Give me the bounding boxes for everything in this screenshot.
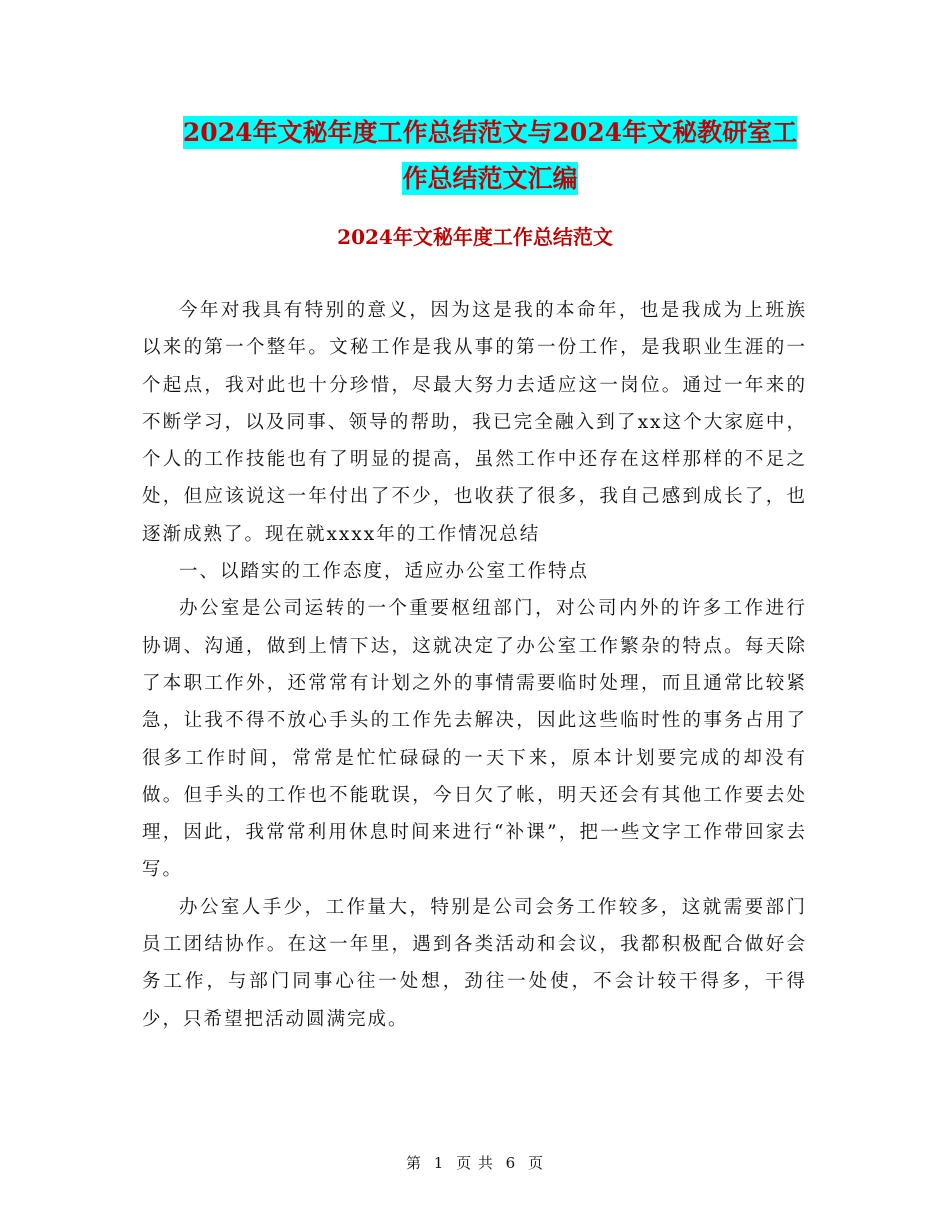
footer-prefix: 第 <box>405 1154 422 1172</box>
section-heading-1: 一、以踏实的工作态度，适应办公室工作特点 <box>179 561 590 583</box>
title-line-2: 作总结范文汇编 <box>402 164 578 193</box>
title-line-1: 2024年文秘年度工作总结范文与2024年文秘教研室工 <box>182 118 798 147</box>
page-footer <box>0 1152 950 1173</box>
footer-middle: 页 共 <box>456 1154 494 1172</box>
paragraph-teamwork: 办公室人手少，工作量大，特别是公司会务工作较多，这就需要部门员工团结协作。在这一年里，遇到各类活动和会议，我都积极配合做好会务工作，与部门同事心往一处想，劲往一处使，不会计较干得多，干得少，只希望把活动圆满完成。 <box>142 896 807 1030</box>
footer-current-page: 1 <box>433 1154 445 1172</box>
paragraph-office-duties: 办公室是公司运转的一个重要枢纽部门，对公司内外的许多工作进行协调、沟通，做到上情下达，这就决定了办公室工作繁杂的特点。每天除了本职工作外，还常常有计划之外的事情需要临时处理，而且通常比较紧急，让我不得不放心手头的工作先去解决，因此这些临时性的事务占用了很多工作时间，常常是忙忙碌碌的一天下来，原本计划要完成的却没有做。但手头的工作也不能耽误，今日欠了帐，明天还会有其他工作要去处理，因此，我常常利用休息时间来进行“补课”，把一些文字工作带回家去写。 <box>142 598 807 881</box>
footer-suffix: 页 <box>528 1154 545 1172</box>
section-subtitle: 2024年文秘年度工作总结范文 <box>337 225 613 249</box>
paragraph-intro: 今年对我具有特别的意义，因为这是我的本命年，也是我成为上班族以来的第一个整年。文秘工作是我从事的第一份工作，是我职业生涯的一个起点，我对此也十分珍惜，尽最大努力去适应这一岗位。通过一年来的不断学习，以及同事、领导的帮助，我已完全融入到了xx这个大家庭中，个人的工作技能也有了明显的提高，虽然工作中还存在这样那样的不足之处，但应该说这一年付出了不少，也收获了很多，我自己感到成长了，也逐渐成熟了。现在就xxxx年的工作情况总结 <box>142 300 807 545</box>
document-body <box>142 292 807 1038</box>
document-title <box>140 110 840 202</box>
footer-total-pages: 6 <box>505 1154 517 1172</box>
